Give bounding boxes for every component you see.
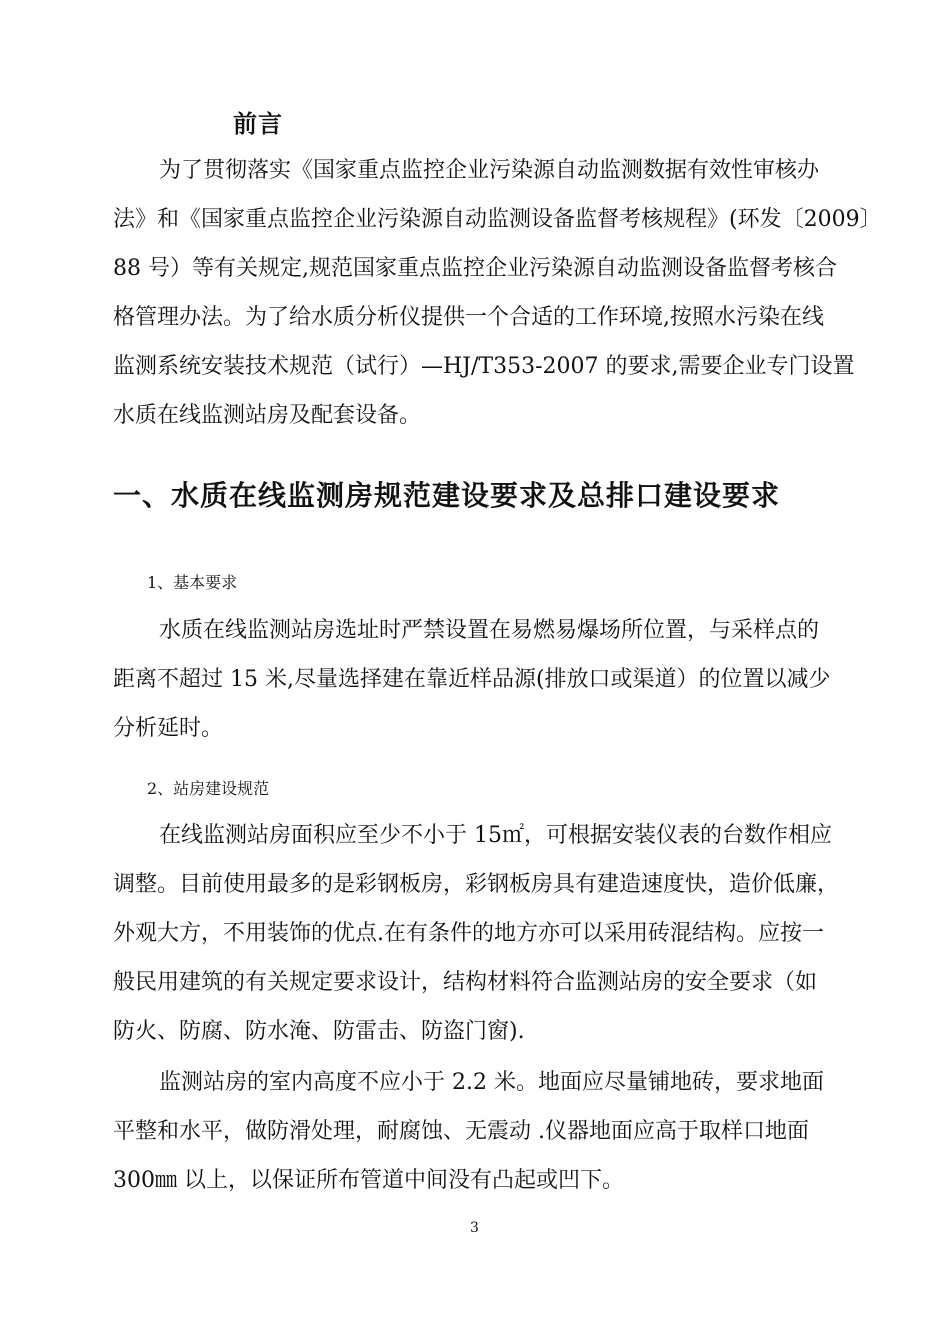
paragraph-line: 水质在线监测站房及配套设备。 bbox=[113, 403, 422, 428]
preface-paragraph bbox=[113, 146, 882, 440]
paragraph-line: 格管理办法。为了给水质分析仪提供一个合适的工作环境,按照水污染在线 bbox=[113, 305, 824, 330]
station-paragraph-2 bbox=[113, 1058, 841, 1205]
paragraph-line: 调整。目前使用最多的是彩钢板房，彩钢板房具有建造速度快，造价低廉， bbox=[113, 872, 840, 897]
preface-title: 前言 bbox=[233, 109, 283, 138]
page-number: 3 bbox=[470, 1220, 479, 1236]
paragraph-line: 为了贯彻落实《国家重点监控企业污染源自动监测数据有效性审核办 bbox=[159, 158, 820, 183]
paragraph-line: 般民用建筑的有关规定要求设计，结构材料符合监测站房的安全要求（如 bbox=[113, 970, 818, 995]
paragraph-line: 防火、防腐、防水淹、防雷击、防盗门窗). bbox=[113, 1019, 525, 1044]
paragraph-line: 监测系统安装技术规范（试行）—HJ/T353-2007 的要求,需要企业专门设置 bbox=[113, 354, 855, 379]
station-paragraph-1 bbox=[113, 811, 841, 1056]
basic-requirements-paragraph bbox=[113, 606, 841, 753]
paragraph-line: 分析延时。 bbox=[113, 716, 224, 741]
paragraph-line: 300㎜ 以上，以保证所布管道中间没有凸起或凹下。 bbox=[113, 1168, 624, 1193]
paragraph-line: 88 号）等有关规定,规范国家重点监控企业污染源自动监测设备监督考核合 bbox=[113, 256, 837, 281]
subsection-label-basic: 1、基本要求 bbox=[147, 573, 238, 592]
paragraph-line: 监测站房的室内高度不应小于 2.2 米。地面应尽量铺地砖，要求地面 bbox=[159, 1070, 824, 1095]
section-heading: 一、水质在线监测房规范建设要求及总排口建设要求 bbox=[113, 479, 781, 512]
paragraph-line: 平整和水平，做防滑处理，耐腐蚀、无震动 .仪器地面应高于取样口地面 bbox=[113, 1119, 809, 1144]
subsection-label-station: 2、站房建设规范 bbox=[147, 779, 270, 798]
paragraph-line: 距离不超过 15 米,尽量选择建在靠近样品源(排放口或渠道）的位置以减少 bbox=[113, 667, 831, 692]
paragraph-line: 法》和《国家重点监控企业污染源自动监测设备监督考核规程》(环发〔2009〕 bbox=[113, 207, 882, 232]
paragraph-line: 在线监测站房面积应至少不小于 15㎡，可根据安装仪表的台数作相应 bbox=[159, 823, 832, 848]
paragraph-line: 水质在线监测站房选址时严禁设置在易燃易爆场所位置，与采样点的 bbox=[159, 618, 820, 643]
paragraph-line: 外观大方，不用装饰的优点.在有条件的地方亦可以采用砖混结构。应按一 bbox=[113, 921, 824, 946]
